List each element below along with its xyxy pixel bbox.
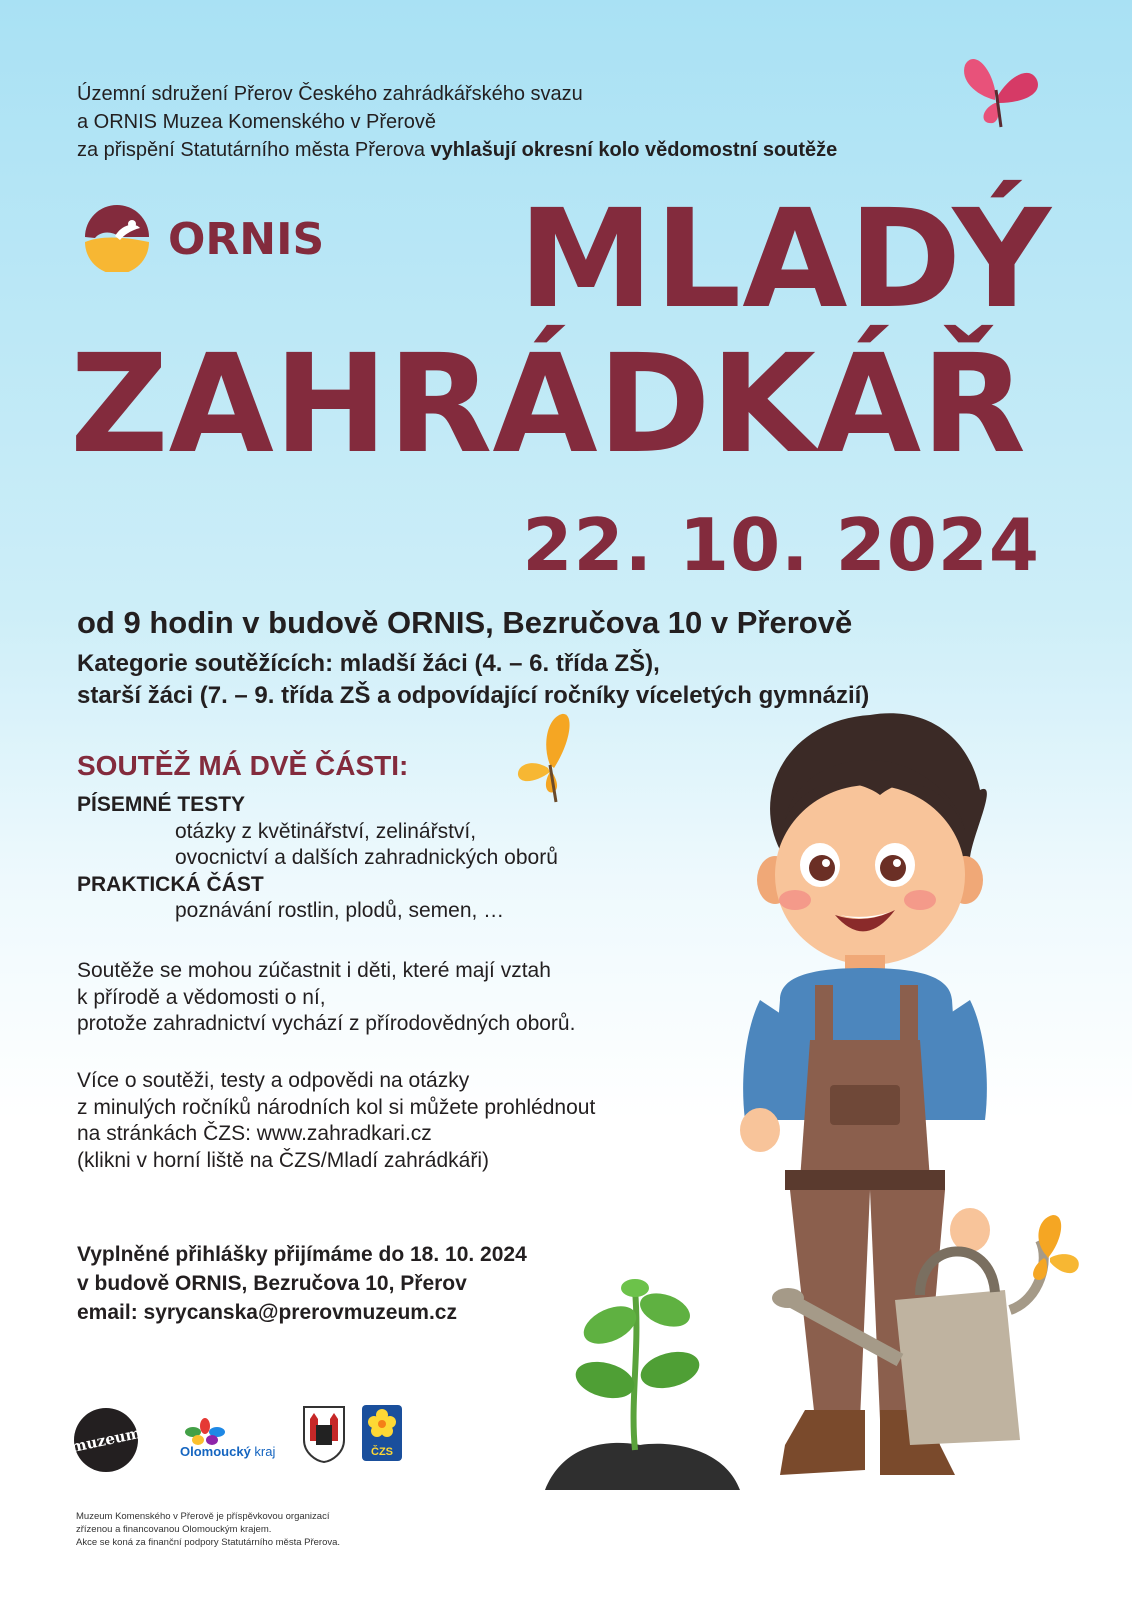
kraj-flower-icon: [180, 1418, 230, 1446]
muzeum-logo-text: muzeum: [69, 1423, 143, 1457]
olomoucky-kraj-logo: [155, 1418, 285, 1463]
written-tests-line-2: ovocnictví a dalších zahradnických oborů: [175, 846, 558, 869]
event-venue: od 9 hodin v budově ORNIS, Bezručova 10 v Přerově: [77, 605, 853, 640]
footer-line-2: zřízenou a financovanou Olomouckým krajem.: [76, 1524, 272, 1535]
info1-line-1: Soutěže se mohou zúčastnit i děti, které mají vztah: [77, 959, 551, 982]
ornis-bird-logo-icon: [85, 205, 149, 272]
muzeum-logo: [69, 1408, 143, 1472]
info2-line-2: z minulých ročníků národních kol si můžete prohlédnout: [77, 1095, 596, 1119]
czs-logo: [362, 1405, 402, 1461]
intro-line-3-plain: za přispění Statutárního města Přerova: [77, 139, 431, 161]
info-paragraph-2: [77, 1068, 595, 1174]
intro-text: [77, 80, 837, 164]
info2-line-4: (klikni v horní liště na ČZS/Mladí zahrádkáři): [77, 1148, 489, 1172]
sprout-soil-illustration: [535, 1270, 745, 1500]
footer-line-1: Muzeum Komenského v Přerově je příspěvkovou organizací: [76, 1511, 330, 1522]
categories-line-2: starší žáci (7. – 9. třída ZŠ a odpovídající ročníky víceletých gymnázií): [77, 682, 870, 709]
ornis-logo-text: ORNIS: [168, 214, 325, 265]
info2-line-1: Více o soutěži, testy a odpovědi na otázky: [77, 1069, 470, 1092]
boy-gardener-illustration: [720, 700, 1110, 1500]
written-tests-title: PÍSEMNÉ TESTY: [77, 793, 246, 816]
intro-line-2: a ORNIS Muzea Komenského v Přerově: [77, 111, 437, 133]
practical-title: PRAKTICKÁ ČÁST: [77, 872, 264, 896]
intro-line-1: Územní sdružení Přerov Českého zahrádkářského svazu: [77, 83, 583, 105]
info1-line-2: k přírodě a vědomosti o ní,: [77, 985, 326, 1009]
info2-line-3: na stránkách ČZS: www.zahradkari.cz: [77, 1122, 432, 1145]
orange-butterfly-icon: [512, 710, 582, 805]
written-tests-section: [77, 792, 558, 925]
kraj-word: kraj: [254, 1444, 276, 1459]
info-paragraph-1: [77, 958, 575, 1038]
intro-line-3: [77, 136, 837, 164]
intro-line-3-bold: vyhlašují okresní kolo vědomostní soutěže: [430, 139, 838, 161]
registration-info: [77, 1240, 527, 1327]
czs-flower-icon: [362, 1405, 402, 1441]
footer-line-3: Akce se koná za finanční podpory Statutárního města Přerova.: [76, 1537, 341, 1548]
czs-logo-text: ČZS: [371, 1446, 393, 1458]
prerov-coat-of-arms-icon: [302, 1405, 346, 1463]
registration-line-1: Vyplněné přihlášky přijímáme do 18. 10. 2024: [77, 1243, 527, 1266]
title-line-1: MLADÝ: [518, 181, 1052, 339]
registration-line-2: v budově ORNIS, Bezručova 10, Přerov: [77, 1272, 467, 1295]
info1-line-3: protože zahradnictví vychází z přírodovědných oborů.: [77, 1012, 576, 1035]
parts-heading: SOUTĚŽ MÁ DVĚ ČÁSTI:: [77, 750, 409, 781]
footer-note: [76, 1510, 340, 1549]
written-tests-line-1: otázky z květinářství, zelinářství,: [175, 819, 477, 843]
categories-line-1: Kategorie soutěžících: mladší žáci (4. – 6. třída ZŠ),: [77, 650, 660, 677]
pink-butterfly-icon: [955, 45, 1045, 135]
orange-butterfly-small-icon: [1008, 1210, 1088, 1290]
title-line-2: ZAHRÁDKÁŘ: [70, 326, 1026, 484]
practical-line-1: poznávání rostlin, plodů, semen, …: [175, 899, 505, 922]
kraj-name: Olomoucký: [180, 1444, 251, 1459]
event-date: 22. 10. 2024: [522, 503, 1040, 587]
registration-line-3: email: syrycanska@prerovmuzeum.cz: [77, 1301, 457, 1324]
ornis-logo: [80, 202, 370, 272]
